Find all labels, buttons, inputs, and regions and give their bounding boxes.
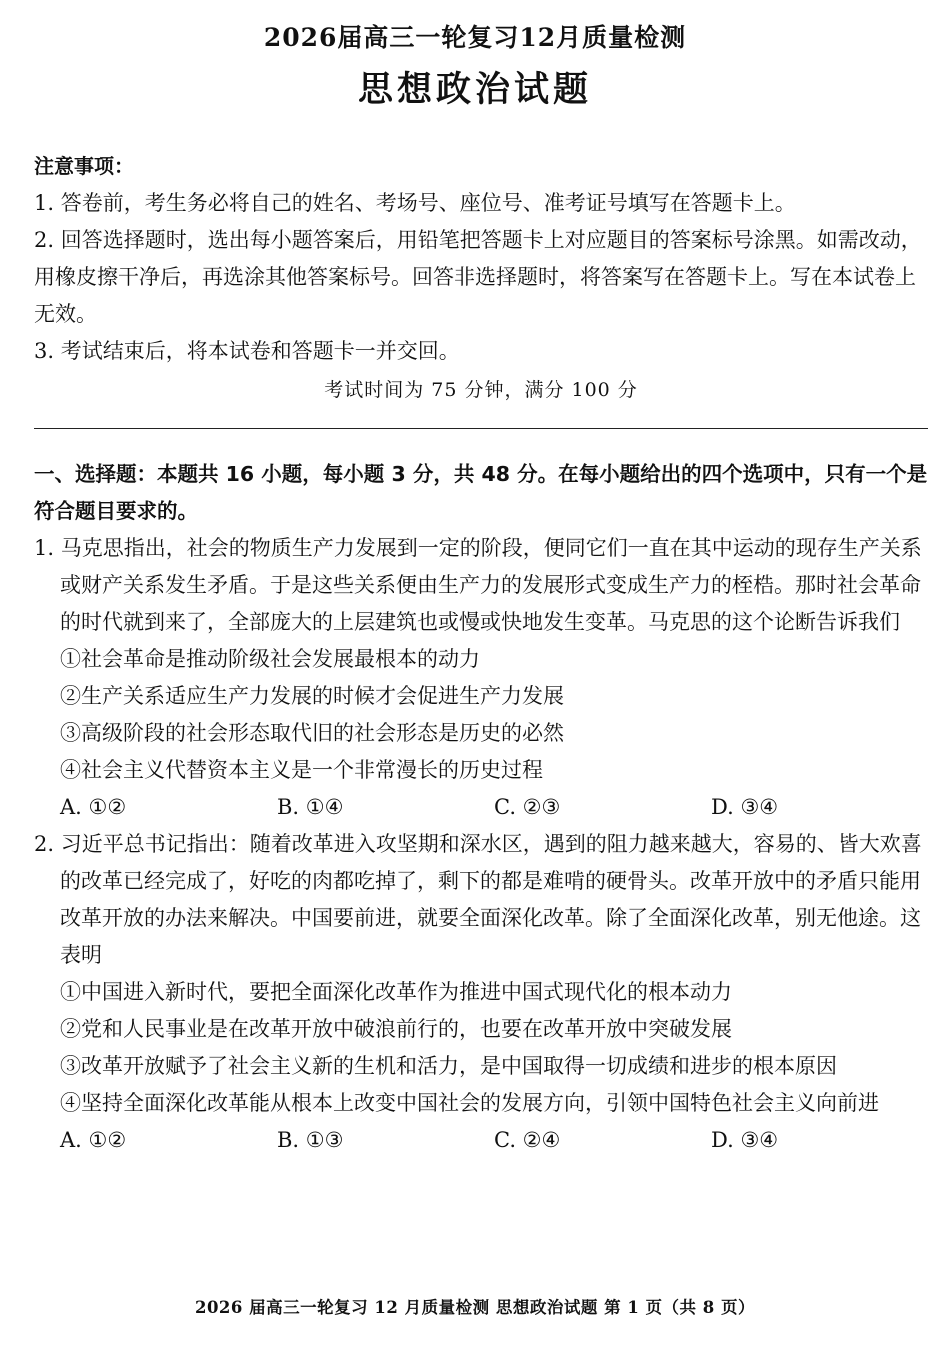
answer-option-c: C. ②③ [494,795,561,819]
notice-item-3: 3. 考试结束后，将本试卷和答题卡一并交回。 [34,339,460,363]
statement-item: ④社会主义代替资本主义是一个非常漫长的历史过程 [60,758,543,782]
notice-item-2: 2. 回答选择题时，选出每小题答案后，用铅笔把答题卡上对应题目的答案标号涂黑。如需改动，用橡皮擦干净后，再选涂其他答案标号。回答非选择题时，将答案写在答题卡上。写在本试卷上无效。 [34,228,922,326]
answer-option-a: A. ①② [60,795,127,819]
section-heading: 一、选择题：本题共 16 小题，每小题 3 分，共 48 分。在每小题给出的四个选项中，只有一个是符合题目要求的。 [34,462,928,523]
exam-time: 考试时间为 75 分钟，满分 100 分 [324,379,638,401]
question-stem: 1. 马克思指出，社会的物质生产力发展到一定的阶段，便同它们一直在其中运动的现存生产关系或财产关系发生矛盾。于是这些关系便由生产力的发展形式变成生产力的桎梏。那时社会革命的时代就到来了，全部庞大的上层建筑也或慢或快地发生变革。马克思的这个论断告诉我们 [34,536,922,634]
answer-option-a: A. ①② [60,1128,127,1152]
choice-section [34,456,928,1159]
statement-item: ③高级阶段的社会形态取代旧的社会形态是历史的必然 [60,721,564,745]
answer-options [34,1122,928,1159]
statement-item: ①社会革命是推动阶级社会发展最根本的动力 [60,647,480,671]
question-2 [34,826,928,1159]
statement-item: ②党和人民事业是在改革开放中破浪前行的，也要在改革开放中突破发展 [60,1017,732,1041]
answer-option-b: B. ①③ [277,1128,344,1152]
notice-section [34,148,928,409]
section-divider [34,428,928,429]
subject-title: 思想政治试题 [357,69,592,110]
statement-item: ①中国进入新时代，要把全面深化改革作为推进中国式现代化的根本动力 [60,980,732,1004]
statement-item: ④坚持全面深化改革能从根本上改变中国社会的发展方向，引领中国特色社会主义向前进 [60,1091,879,1115]
answer-option-b: B. ①④ [277,795,344,819]
answer-option-d: D. ③④ [711,1128,779,1152]
answer-options [34,789,928,826]
statement-item: ②生产关系适应生产力发展的时候才会促进生产力发展 [60,684,564,708]
statement-item: ③改革开放赋予了社会主义新的生机和活力，是中国取得一切成绩和进步的根本原因 [60,1054,837,1078]
notice-item-1: 1. 答卷前，考生务必将自己的姓名、考场号、座位号、准考证号填写在答题卡上。 [34,191,796,215]
page-footer: 2026 届高三一轮复习 12 月质量检测 思想政治试题 第 1 页（共 8 页） [194,1298,756,1317]
answer-option-c: C. ②④ [494,1128,561,1152]
question-stem: 2. 习近平总书记指出：随着改革进入攻坚期和深水区，遇到的阻力越来越大，容易的、皆大欢喜的改革已经完成了，好吃的肉都吃掉了，剩下的都是难啃的硬骨头。改革开放中的矛盾只能用改革开放的办法来解决。中国要前进，就要全面深化改革。除了全面深化改革，别无他途。这表明 [34,832,922,967]
question-1 [34,530,928,826]
notice-heading: 注意事项： [34,154,134,178]
answer-option-d: D. ③④ [711,795,779,819]
exam-title: 2026届高三一轮复习12月质量检测 [263,23,687,52]
